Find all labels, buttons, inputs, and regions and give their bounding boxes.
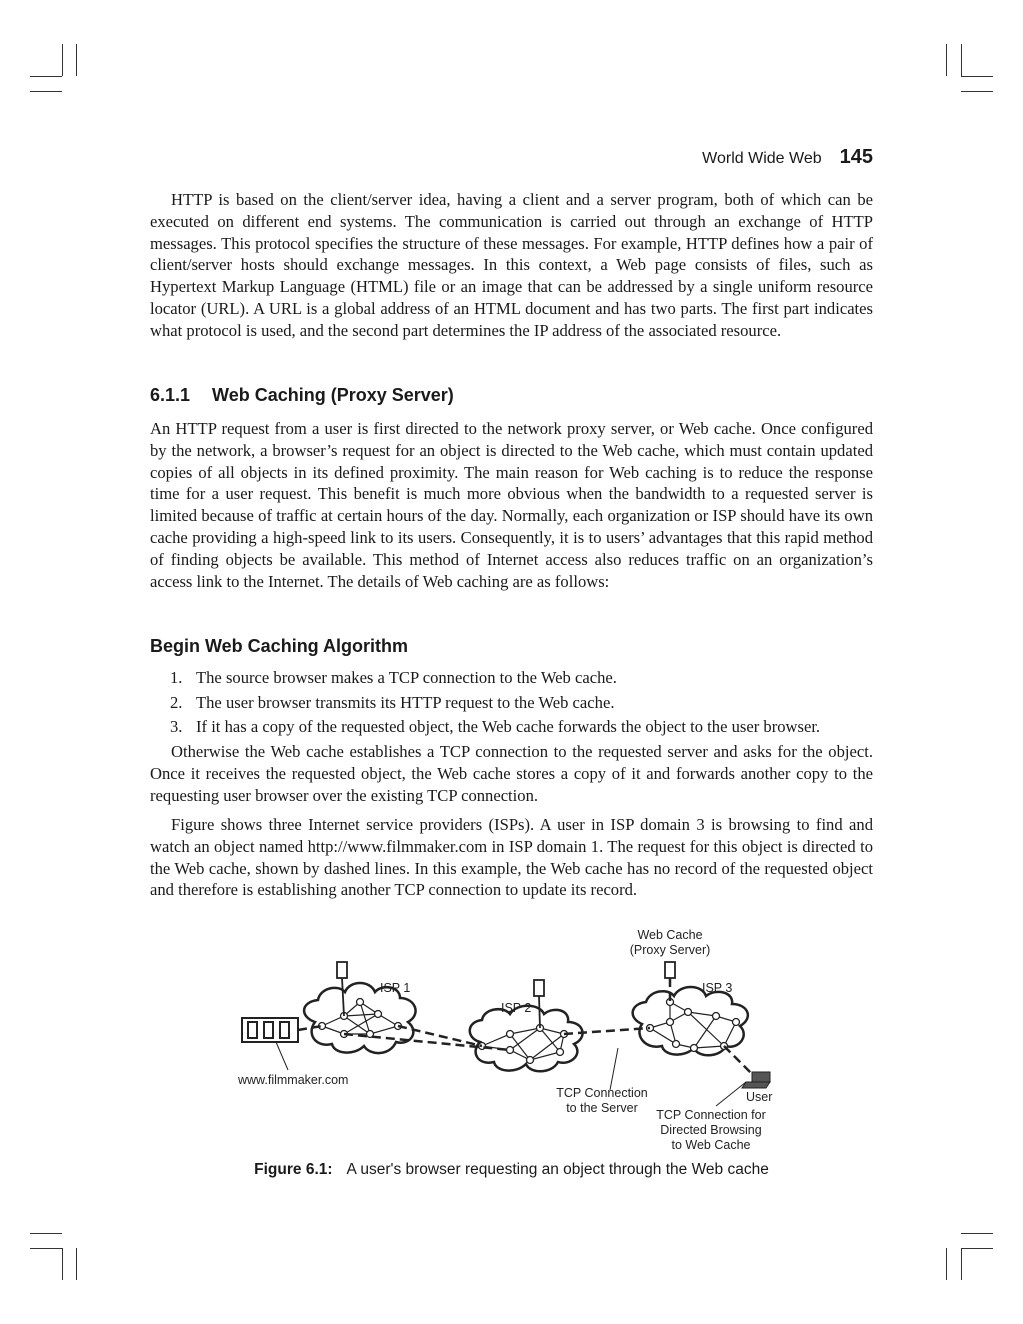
paragraph-otherwise: Otherwise the Web cache establishes a TCP connection to the requested server and asks for the object. Once it receives the requested object, the Web cache stores a copy of it and forwards another copy to the requesting user browser over the existing TCP connection. [150,742,873,805]
crop-mark [961,76,993,77]
list-item [170,666,875,691]
crop-mark [961,1248,962,1280]
crop-mark [961,1248,993,1249]
server-farm-icon [242,1018,298,1042]
label-user: User [746,1090,773,1104]
list-item [170,691,875,716]
crop-mark [961,1233,993,1234]
figure-caption [150,1161,873,1179]
section-title: Web Caching (Proxy Server) [212,385,454,405]
crop-mark [961,44,962,76]
crop-mark [62,1248,63,1280]
step-number: 1. [170,668,183,687]
label-isp3: ISP 3 [702,981,733,995]
label-server-url: www.filmmaker.com [238,1073,349,1087]
paragraph-http: HTTP is based on the client/server idea, having a client and a server program, both of which can be executed on different end systems. The communication is carried out through an exchange of HTTP messages. This protocol specifies the structure of these messages. For example, HTTP defines how a pair of client/server hosts should exchange messages. In this context, a Web page consists of files, such as Hypertext Markup Language (HTML) file or an image that can be addressed by a single uniform resource locator (URL). A URL is a global address of an HTML document and has two parts. The first part indicates what protocol is used, and the second part determines the IP address of the associated resource. [150,190,873,340]
step-number: 3. [170,717,183,736]
crop-mark [30,1248,62,1249]
crop-mark [946,44,947,76]
section-heading [150,385,454,406]
crop-mark [62,44,63,76]
step-text: The user browser transmits its HTTP request to the Web cache. [196,692,615,712]
step-number: 2. [170,692,183,712]
label-proxy-server: (Proxy Server) [629,943,711,957]
label-tcp-server-2: to the Server [566,1101,638,1115]
crop-mark [30,76,62,77]
label-tcp-user-3: to Web Cache [671,1138,751,1152]
caption-text: A user's browser requesting an object through the Web cache [346,1161,769,1178]
caption-label: Figure 6.1: [254,1161,333,1178]
paragraph-figure-description: Figure shows three Internet service providers (ISPs). A user in ISP domain 3 is browsing to find and watch an object named http://www.filmmaker.com in ISP domain 1. The request for this object is directed to the Web cache, shown by dashed lines. In this example, the Web cache has no record of the requested object and therefore is establishing another TCP connection to update its record. [150,815,873,900]
running-header [150,146,873,169]
crop-mark [30,1233,62,1234]
isp3-cloud [633,987,748,1055]
paragraph-web-caching: An HTTP request from a user is first directed to the network proxy server, or Web cache. Once configured by the network, a browser’s request for an object is directed to the Web cache, which must contain updated copies of all objects in its defined proximity. The main reason for Web caching is to reduce the response time for a user request. This benefit is much more obvious when the bandwidth to a requested server is limited because of traffic at certain hours of the day. Normally, each organization or ISP should have its own cache providing a high-speed link to its users. Consequently, it is to users’ advantages that this rapid method of finding objects be available. This method of Internet access also reduces traffic on an organization’s access link to the Internet. The details of Web caching are as follows: [150,419,873,591]
algorithm-steps [170,666,875,740]
label-isp1: ISP 1 [380,981,411,995]
label-tcp-user-2: Directed Browsing [660,1123,762,1137]
crop-mark [76,44,77,76]
laptop-icon [742,1072,770,1088]
label-tcp-server-1: TCP Connection [556,1086,648,1100]
label-tcp-user-1: TCP Connection for [656,1108,766,1122]
running-title: World Wide Web [702,150,822,167]
network-figure [230,922,790,1162]
network-diagram [230,922,790,1162]
page-number: 145 [839,146,873,168]
crop-mark [30,91,62,92]
crop-mark [961,91,993,92]
section-number: 6.1.1 [150,385,191,405]
step-text: The source browser makes a TCP connection to the Web cache. [196,668,617,687]
crop-mark [76,1248,77,1280]
crop-mark [946,1248,947,1280]
list-item [170,715,875,740]
step-text: If it has a copy of the requested object, the Web cache forwards the object to the user browser. [196,717,821,736]
label-isp2: ISP 2 [501,1001,532,1015]
label-web-cache: Web Cache [637,928,703,942]
algorithm-title: Begin Web Caching Algorithm [150,636,409,656]
